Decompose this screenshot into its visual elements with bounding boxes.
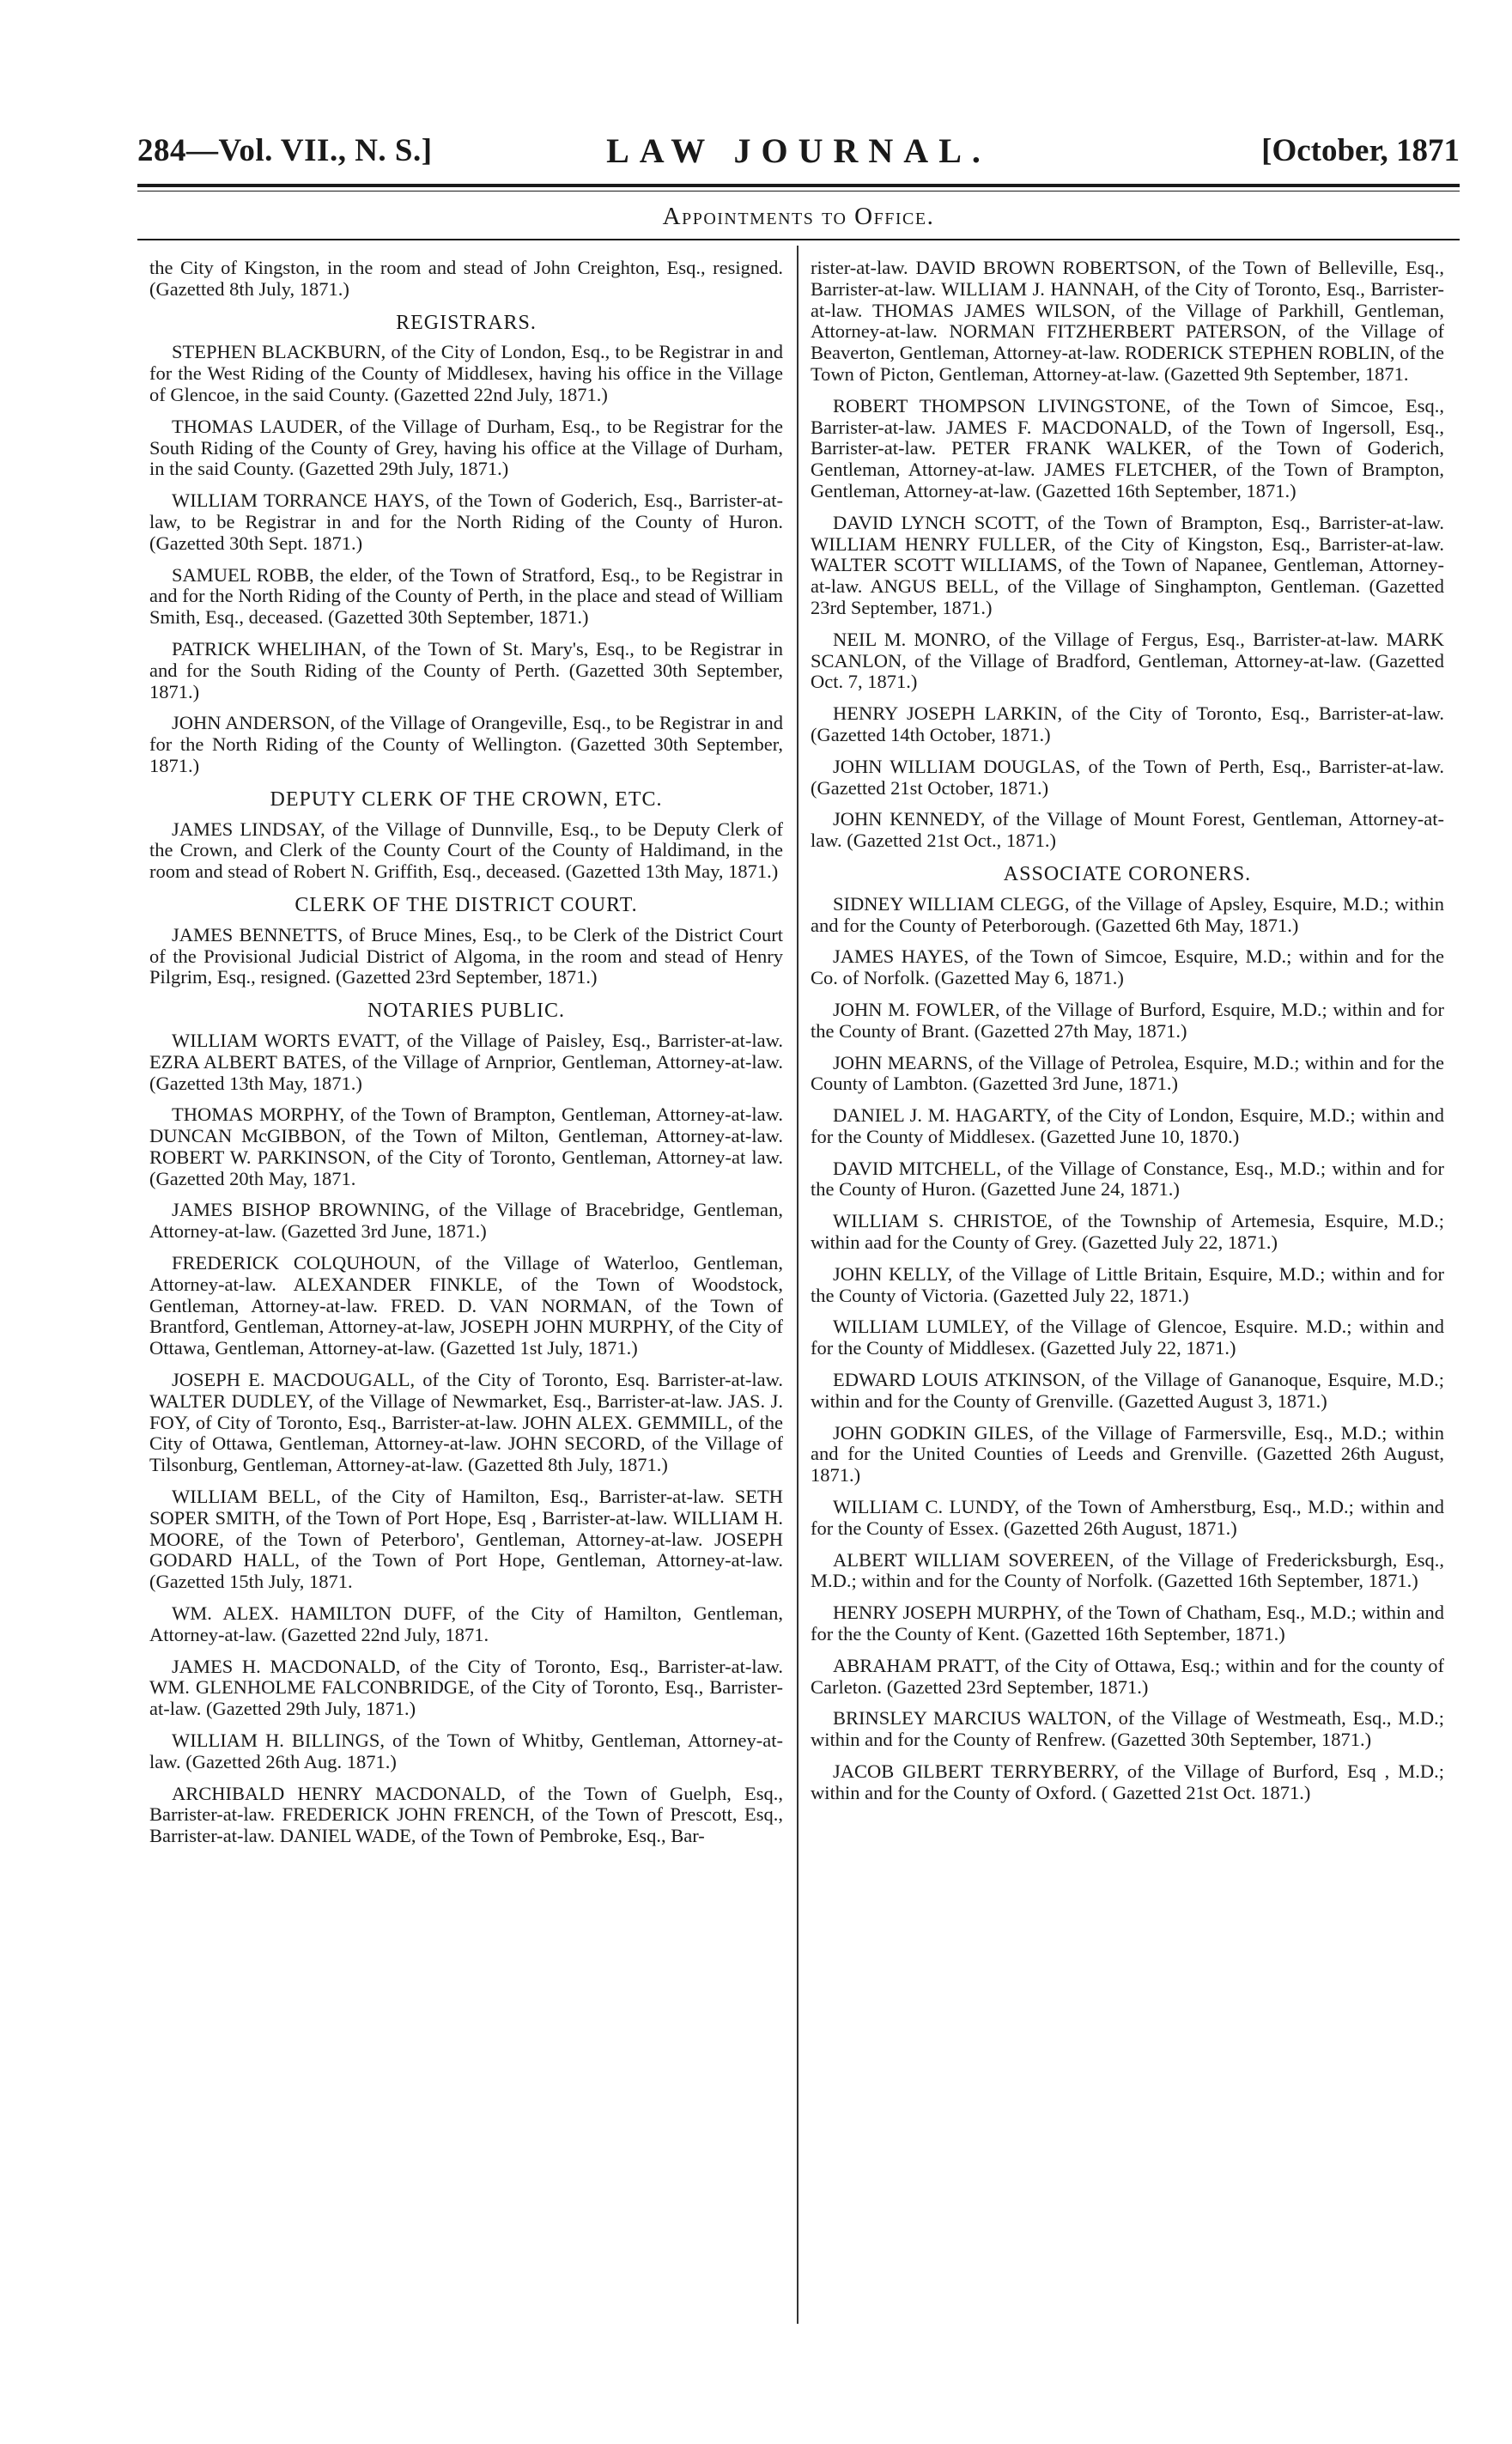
paragraph: JOHN GODKIN GILES, of the Village of Farmersville, Esq., M.D.; within and for the United Counties of Leeds and Grenville. (Gazetted 26th August, 1871.)	[811, 1421, 1444, 1486]
right-column	[811, 258, 1444, 1815]
paragraph: JOHN KELLY, of the Village of Little Britain, Esquire, M.D.; within and for the County of Victoria. (Gazetted July 22, 1871.)	[811, 1262, 1444, 1306]
paragraph: WILLIAM H. BILLINGS, of the Town of Whitby, Gentleman, Attorney-at-law. (Gazetted 26th Aug. 1871.)	[149, 1730, 783, 1772]
issue-date: [October, 1871	[1261, 133, 1460, 168]
paragraph: STEPHEN BLACKBURN, of the City of London, Esq., to be Registrar in and for the West Riding of the County of Middlesex, having his office in the Village of Glencoe, in the said County. (Gazetted 22nd July, 1871.)	[149, 341, 783, 405]
paragraph: JAMES BENNETTS, of Bruce Mines, Esq., to be Clerk of the District Court of the Provisional Judicial District of Algoma, in the room and stead of Henry Pilgrim, Esq., resigned. (Gazetted 23rd September, 1871.)	[149, 923, 783, 988]
paragraph: SIDNEY WILLIAM CLEGG, of the Village of Apsley, Esquire, M.D.; within and for the County of Peterborough. (Gazetted 6th May, 1871.)	[811, 892, 1444, 936]
paragraph: ALBERT WILLIAM SOVEREEN, of the Village of Fredericksburgh, Esq., M.D.; within and for the County of Norfolk. (Gazetted 16th September, 1871.)	[811, 1548, 1444, 1592]
paragraph: EDWARD LOUIS ATKINSON, of the Village of Gananoque, Esquire, M.D.; within and for the County of Grenville. (Gazetted August 3, 1871.)	[811, 1369, 1444, 1412]
paragraph: JOHN KENNEDY, of the Village of Mount Forest, Gentleman, Attorney-at-law. (Gazetted 21st Oct., 1871.)	[811, 808, 1444, 852]
paragraph: the City of Kingston, in the room and stead of John Creighton, Esq., resigned. (Gazetted 8th July, 1871.)	[149, 257, 783, 300]
paragraph: SAMUEL ROBB, the elder, of the Town of Stratford, Esq., to be Registrar in and for the North Riding of the County of Perth, in the place and stead of William Smith, Esq., deceased. (Gazetted 30th September, 1871.)	[149, 563, 783, 629]
paragraph: NEIL M. MONRO, of the Village of Fergus, Esq., Barrister-at-law. MARK SCANLON, of the Village of Bradford, Gentleman, Attorney-at-law. (Gazetted Oct. 7, 1871.)	[811, 628, 1444, 693]
heading-associate-coroners: ASSOCIATE CORONERS.	[1003, 862, 1252, 885]
heading-clerk-district-court: CLERK OF THE DISTRICT COURT.	[295, 893, 638, 916]
column-divider	[797, 246, 799, 2324]
paragraph: JAMES H. MACDONALD, of the City of Toronto, Esq., Barrister-at-law. WM. GLENHOLME FALCONBRIDGE, of the City of Toronto, Esq., Barrister-at-law. (Gazetted 29th July, 1871.)	[149, 1655, 783, 1720]
paragraph: JOHN WILLIAM DOUGLAS, of the Town of Perth, Esq., Barrister-at-law. (Gazetted 21st October, 1871.)	[811, 755, 1444, 799]
paragraph: JOSEPH E. MACDOUGALL, of the City of Toronto, Esq. Barrister-at-law. WALTER DUDLEY, of the Village of Newmarket, Esq., Barrister-at-law. JAS. J. FOY, of City of Toronto, Esq., Barrister-at-law. JOHN ALEX. GEMMILL, of the City of Ottawa, Gentleman, Attorney-at-law. JOHN SECORD, of the Village of Tilsonburg, Gentleman, Attorney-at-law. (Gazetted 8th July, 1871.)	[149, 1369, 783, 1476]
paragraph: JOHN ANDERSON, of the Village of Orangeville, Esq., to be Registrar in and for the North Riding of the County of Wellington. (Gazetted 30th September, 1871.)	[149, 712, 783, 776]
paragraph: WM. ALEX. HAMILTON DUFF, of the City of Hamilton, Gentleman, Attorney-at-law. (Gazetted 22nd July, 1871.	[149, 1602, 783, 1645]
paragraph: JACOB GILBERT TERRYBERRY, of the Village of Burford, Esq , M.D.; within and for the County of Oxford. ( Gazetted 21st Oct. 1871.)	[811, 1760, 1444, 1803]
paragraph: DAVID LYNCH SCOTT, of the Town of Brampton, Esq., Barrister-at-law. WILLIAM HENRY FULLER, of the City of Kingston, Esq., Barrister-at-law. WALTER SCOTT WILLIAMS, of the Town of Napanee, Gentleman, Attorney-at-law. ANGUS BELL, of the Village of Singhampton, Gentleman. (Gazetted 23rd September, 1871.)	[811, 511, 1444, 618]
paragraph: rister-at-law. DAVID BROWN ROBERTSON, of the Town of Belleville, Esq., Barrister-at-law. WILLIAM J. HANNAH, of the City of Toronto, Esq., Barrister-at-law. THOMAS JAMES WILSON, of the Village of Parkhill, Gentleman, Attorney-at-law. NORMAN FITZHERBERT PATERSON, of the Village of Beaverton, Gentleman, Attorney-at-law. RODERICK STEPHEN ROBLIN, of the Town of Picton, Gentleman, Attorney-at-law. (Gazetted 9th September, 1871.	[811, 257, 1444, 385]
paragraph: THOMAS MORPHY, of the Town of Brampton, Gentleman, Attorney-at-law. DUNCAN McGIBBON, of the Town of Milton, Gentleman, Attorney-at-law. ROBERT W. PARKINSON, of the City of Toronto, Gentleman, Attorney-at law. (Gazetted 20th May, 1871.	[149, 1103, 783, 1189]
paragraph: PATRICK WHELIHAN, of the Town of St. Mary's, Esq., to be Registrar in and for the South Riding of the County of Perth. (Gazetted 30th September, 1871.)	[149, 637, 783, 702]
paragraph: JAMES LINDSAY, of the Village of Dunnville, Esq., to be Deputy Clerk of the Crown, and Clerk of the County Court of the County of Haldimand, in the room and stead of Robert N. Griffith, Esq., deceased. (Gazetted 13th May, 1871.)	[149, 818, 783, 883]
paragraph: WILLIAM S. CHRISTOE, of the Township of Artemesia, Esquire, M.D.; within aad for the County of Grey. (Gazetted July 22, 1871.)	[811, 1210, 1444, 1254]
paragraph: WILLIAM WORTS EVATT, of the Village of Paisley, Esq., Barrister-at-law. EZRA ALBERT BATES, of the Village of Arnprior, Gentleman, Attorney-at-law. (Gazetted 13th May, 1871.)	[149, 1029, 783, 1094]
left-column	[149, 258, 783, 1857]
paragraph: BRINSLEY MARCIUS WALTON, of the Village of Westmeath, Esq., M.D.; within and for the County of Renfrew. (Gazetted 30th September, 1871.)	[811, 1707, 1444, 1751]
paragraph: WILLIAM C. LUNDY, of the Town of Amherstburg, Esq., M.D.; within and for the County of Essex. (Gazetted 26th August, 1871.)	[811, 1496, 1444, 1539]
paragraph: ARCHIBALD HENRY MACDONALD, of the Town of Guelph, Esq., Barrister-at-law. FREDERICK JOHN FRENCH, of the Town of Prescott, Esq., Barrister-at-law. DANIEL WADE, of the Town of Pembroke, Esq., Bar-	[149, 1782, 783, 1847]
paragraph: JAMES HAYES, of the Town of Simcoe, Esquire, M.D.; within and for the Co. of Norfolk. (Gazetted May 6, 1871.)	[811, 945, 1444, 989]
paragraph: HENRY JOSEPH LARKIN, of the City of Toronto, Esq., Barrister-at-law. (Gazetted 14th October, 1871.)	[811, 702, 1444, 745]
paragraph: FREDERICK COLQUHOUN, of the Village of Waterloo, Gentleman, Attorney-at-law. ALEXANDER FINKLE, of the Town of Woodstock, Gentleman, Attorney-at-law. FRED. D. VAN NORMAN, of the Town of Brantford, Gentleman, Attorney-at-law, JOSEPH JOHN MURPHY, of the City of Ottawa, Gentleman, Attorney-at-law. (Gazetted 1st July, 1871.)	[149, 1252, 783, 1359]
section-title: Appointments to Office.	[662, 203, 935, 230]
heading-notaries-public: NOTARIES PUBLIC.	[367, 1000, 566, 1023]
journal-title: LAW JOURNAL.	[606, 131, 991, 170]
header-rule-thin	[137, 191, 1460, 192]
paragraph: ABRAHAM PRATT, of the City of Ottawa, Esq.; within and for the county of Carleton. (Gazetted 23rd September, 1871.)	[811, 1654, 1444, 1698]
paragraph: WILLIAM LUMLEY, of the Village of Glencoe, Esquire. M.D.; within and for the County of Middlesex. (Gazetted July 22, 1871.)	[811, 1316, 1444, 1359]
paragraph: HENRY JOSEPH MURPHY, of the Town of Chatham, Esq., M.D.; within and for the the County of Kent. (Gazetted 16th September, 1871.)	[811, 1602, 1444, 1645]
paragraph: JAMES BISHOP BROWNING, of the Village of Bracebridge, Gentleman, Attorney-at-law. (Gazetted 3rd June, 1871.)	[149, 1199, 783, 1243]
paragraph: DAVID MITCHELL, of the Village of Constance, Esq., M.D.; within and for the County of Huron. (Gazetted June 24, 1871.)	[811, 1157, 1444, 1201]
page-header	[137, 127, 1460, 179]
paragraph: WILLIAM TORRANCE HAYS, of the Town of Goderich, Esq., Barrister-at-law, to be Registrar in and for the North Riding of the County of Huron. (Gazetted 30th Sept. 1871.)	[149, 489, 783, 554]
paragraph: JOHN M. FOWLER, of the Village of Burford, Esquire, M.D.; within and for the County of Brant. (Gazetted 27th May, 1871.)	[811, 998, 1444, 1042]
paragraph: DANIEL J. M. HAGARTY, of the City of London, Esquire, M.D.; within and for the County of Middlesex. (Gazetted June 10, 1870.)	[811, 1104, 1444, 1147]
volume-page-number: 284—Vol. VII., N. S.]	[137, 133, 433, 168]
paragraph: JOHN MEARNS, of the Village of Petrolea, Esquire, M.D.; within and for the County of Lambton. (Gazetted 3rd June, 1871.)	[811, 1051, 1444, 1095]
paragraph: THOMAS LAUDER, of the Village of Durham, Esq., to be Registrar for the South Riding of the County of Grey, having his office at the Village of Durham, in the said County. (Gazetted 29th July, 1871.)	[149, 415, 783, 480]
heading-deputy-clerk: DEPUTY CLERK OF THE CROWN, ETC.	[270, 787, 663, 811]
section-title-rule	[137, 239, 1460, 240]
paragraph: ROBERT THOMPSON LIVINGSTONE, of the Town of Simcoe, Esq., Barrister-at-law. JAMES F. MACDONALD, of the Town of Ingersoll, Esq., Barrister-at-law. PETER FRANK WALKER, of the Town of Goderich, Gentleman, Attorney-at-law. JAMES FLETCHER, of the Town of Brampton, Gentleman, Attorney-at-law. (Gazetted 16th September, 1871.)	[811, 394, 1444, 502]
heading-registrars: REGISTRARS.	[396, 311, 537, 334]
paragraph: WILLIAM BELL, of the City of Hamilton, Esq., Barrister-at-law. SETH SOPER SMITH, of the Town of Port Hope, Esq , Barrister-at-law. WILLIAM H. MOORE, of the Town of Peterboro', Gentleman, Attorney-at-law. JOSEPH GODARD HALL, of the Town of Port Hope, Gentleman, Attorney-at-law. (Gazetted 15th July, 1871.	[149, 1486, 783, 1593]
header-rule-thick	[137, 184, 1460, 187]
